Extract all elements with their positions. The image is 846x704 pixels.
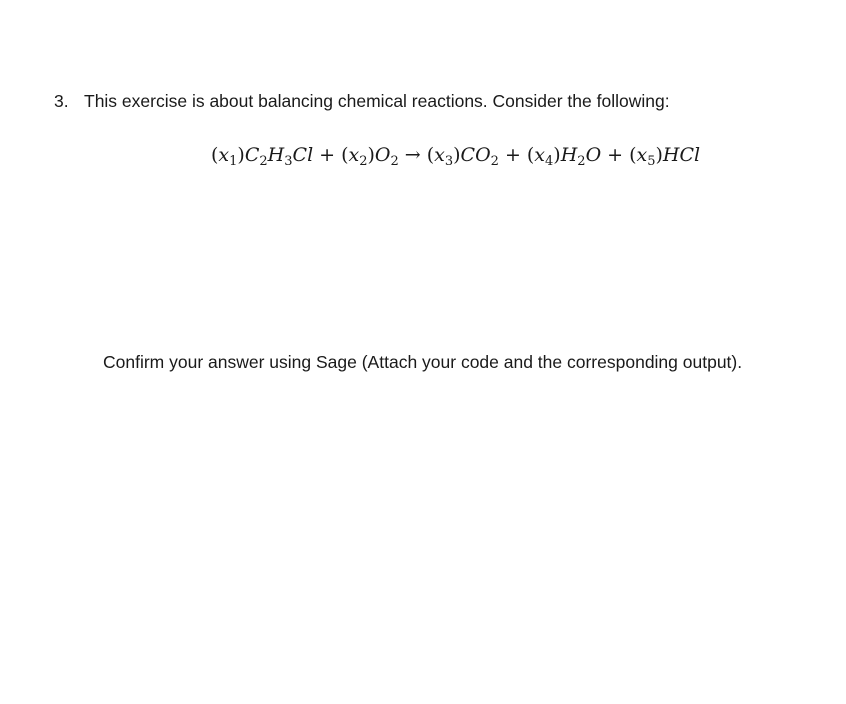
reaction-arrow: → <box>404 144 421 166</box>
term-4: $(x_4)H_2O$ <box>526 144 602 169</box>
chemical-equation <box>211 142 700 168</box>
term-5: $(x_5)HCl$ <box>629 144 701 169</box>
plus-sign: + <box>504 144 521 166</box>
confirm-instruction: Confirm your answer using Sage (Attach your code and the corresponding output). <box>103 352 743 372</box>
term-1: $(x_1)C_2H_3Cl$ <box>211 144 314 169</box>
term-2: $(x_2)O_2$ <box>341 144 399 169</box>
question-number: 3. <box>54 91 69 111</box>
term-3: $(x_3)CO_2$ <box>426 144 499 169</box>
question-text: This exercise is about balancing chemical reactions. Consider the following: <box>84 91 670 111</box>
plus-sign: + <box>319 144 336 166</box>
question-line <box>54 90 670 112</box>
plus-sign: + <box>607 144 624 166</box>
